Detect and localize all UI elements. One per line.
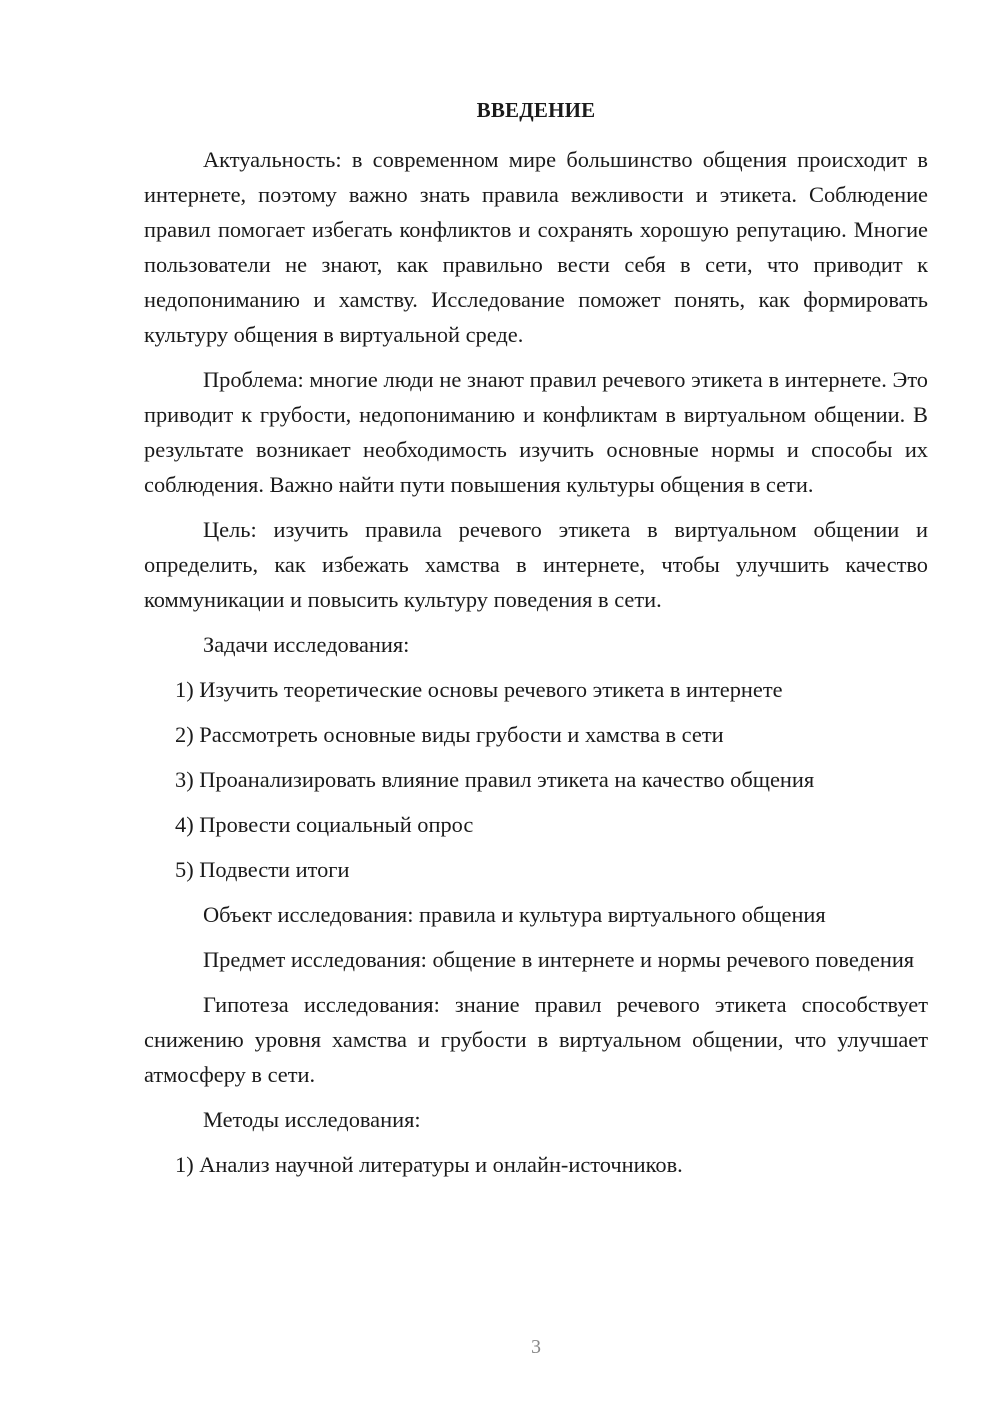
paragraph-problem: Проблема: многие люди не знают правил речевого этикета в интернете. Это приводит к грубости, недопониманию и конфликтам в виртуальном общении. В результате возникает необходимость изучить основные нормы и способы их соблюдения. Важно найти пути повышения культуры общения в сети.	[144, 367, 928, 497]
method-item: 1) Анализ научной литературы и онлайн-источников.	[175, 1152, 683, 1177]
paragraph-hypothesis: Гипотеза исследования: знание правил речевого этикета способствует снижению уровня хамства и грубости в виртуальном общении, что улучшает атмосферу в сети.	[144, 992, 928, 1087]
paragraph-relevance: Актуальность: в современном мире большинство общения происходит в интернете, поэтому важно знать правила вежливости и этикета. Соблюдение правил помогает избегать конфликтов и сохранять хорошую репутацию. Многие пользователи не знают, как правильно вести себя в сети, что приводит к недопониманию и хамству. Исследование поможет понять, как формировать культуру общения в виртуальной среде.	[144, 147, 928, 347]
section-heading: ВВЕДЕНИЕ	[476, 98, 596, 122]
body-text	[144, 142, 928, 1192]
task-item: 1) Изучить теоретические основы речевого этикета в интернете	[175, 677, 783, 702]
task-item: 5) Подвести итоги	[175, 857, 350, 882]
task-item: 2) Рассмотреть основные виды грубости и хамства в сети	[175, 722, 724, 747]
task-item: 3) Проанализировать влияние правил этикета на качество общения	[175, 767, 815, 792]
paragraph-goal: Цель: изучить правила речевого этикета в виртуальном общении и определить, как избежать хамства в интернете, чтобы улучшить качество коммуникации и повысить культуру поведения в сети.	[144, 517, 928, 612]
methods-heading: Методы исследования:	[203, 1107, 421, 1132]
task-item: 4) Провести социальный опрос	[175, 812, 474, 837]
paragraph-subject: Предмет исследования: общение в интернете и нормы речевого поведения	[203, 947, 915, 972]
page-number: 3	[531, 1336, 541, 1358]
paragraph-object: Объект исследования: правила и культура виртуального общения	[203, 902, 826, 927]
tasks-heading: Задачи исследования:	[203, 632, 410, 657]
